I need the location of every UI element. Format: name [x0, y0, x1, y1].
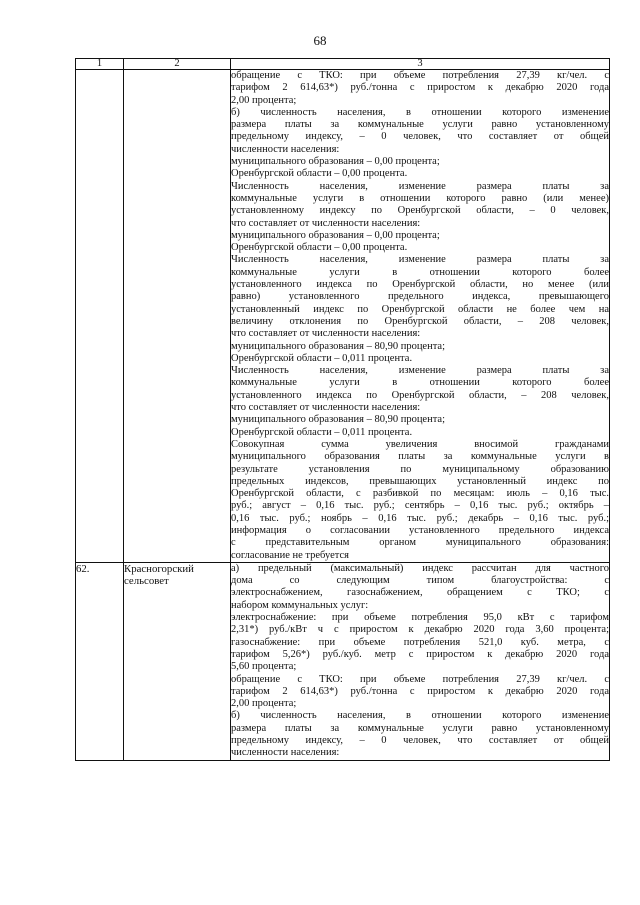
text-line: что составляет от численности населения: — [231, 328, 421, 340]
text-line: предельному индексу, – 0 человек, что составляет от общей — [231, 131, 609, 143]
text-line: численности населения: — [231, 143, 340, 155]
text-line: результате установления по муниципальному образованию — [231, 463, 609, 475]
text-line: коммунальные услуги в отношении которого более — [231, 266, 609, 278]
row-name-cell — [124, 70, 231, 563]
text-line: муниципального образования платы за коммунальные услуги в — [231, 451, 609, 463]
text-line: муниципального образования – 80,90 процента; — [231, 340, 446, 352]
text-line: электроснабжение: при объеме потребления 95,0 кВт с тарифом — [231, 612, 609, 624]
table-header-row — [76, 59, 610, 70]
text-line: установленного индекса по Оренбургской области, – 208 человек, — [231, 389, 609, 401]
content-lines — [231, 563, 609, 760]
text-line: обращение с ТКО: при объеме потребления 27,39 кг/чел. с — [231, 673, 609, 685]
text-line: тарифом 5,26*) руб./куб. метр с приростом к декабрю 2020 года — [231, 648, 609, 660]
text-line: Оренбургской области – 0,011 процента. — [231, 352, 413, 364]
text-line: величину отклонения по Оренбургской области, – 208 человек, — [231, 315, 609, 327]
text-line: что составляет от численности населения: — [231, 402, 421, 414]
document-table — [75, 58, 610, 761]
municipality-name-line-2: сельсовет — [124, 575, 169, 588]
text-line: размера платы за коммунальные услуги равно установленному — [231, 722, 609, 734]
text-line: газоснабжение: при объеме потребления 521,0 куб. метра, с — [231, 636, 609, 648]
row-number-cell — [76, 70, 124, 563]
text-line: численности населения: — [231, 747, 340, 759]
row-content-cell — [231, 562, 610, 760]
row-name-cell — [124, 562, 231, 760]
text-line: Оренбургской области – 0,00 процента. — [231, 242, 408, 254]
text-line: Оренбургской области – 0,00 процента. — [231, 168, 408, 180]
table-row-62 — [76, 562, 610, 760]
text-line: 0,16 тыс. руб.; ноябрь – 0,16 тыс. руб.; декабрь – 0,16 тыс. руб.; — [231, 512, 609, 524]
text-line: размера платы за коммунальные услуги равно установленному — [231, 119, 609, 131]
text-line: что составляет от численности населения: — [231, 217, 421, 229]
text-line: муниципального образования – 80,90 процента; — [231, 414, 446, 426]
header-col-2: 2 — [124, 59, 231, 70]
text-line: установленному индексу по Оренбургской области, – 0 человек, — [231, 205, 609, 217]
header-col-3: 3 — [231, 59, 610, 70]
text-line: Численность населения, изменение размера платы за — [231, 365, 609, 377]
text-line: б) численность населения, в отношении которого изменение — [231, 710, 609, 722]
text-line: обращение с ТКО: при объеме потребления 27,39 кг/чел. с — [231, 70, 609, 81]
text-line: установленный индекс по Оренбургской области не более чем на — [231, 303, 609, 315]
text-line: б) численность населения, в отношении которого изменение — [231, 106, 609, 118]
header-col-1: 1 — [76, 59, 124, 70]
text-line: 5,60 процента; — [231, 661, 297, 673]
text-line: коммунальные услуги в отношении которого более — [231, 377, 609, 389]
text-line: предельному индексу, – 0 человек, что составляет от общей — [231, 735, 609, 747]
text-line: равно) установленного предельного индекса, превышающего — [231, 291, 609, 303]
content-lines — [231, 70, 609, 562]
text-line: электроснабжением, газоснабжением, обращением с ТКО; с — [231, 587, 609, 599]
page-number: 68 — [313, 33, 327, 48]
text-line: с представительным органом муниципального образования: — [231, 537, 609, 549]
row-number-cell: 62. — [76, 562, 124, 760]
text-line: информация о согласовании установленного предельного индекса — [231, 524, 609, 536]
text-line: а) предельный (максимальный) индекс рассчитан для частного — [231, 562, 609, 574]
text-line: Оренбургской области – 0,011 процента. — [231, 426, 413, 438]
text-line: Совокупная сумма увеличения вносимой гражданами — [231, 438, 609, 450]
text-line: установленного индекса по Оренбургской области, но менее (или — [231, 279, 609, 291]
text-line: 2,00 процента; — [231, 94, 297, 106]
table-row-continued — [76, 70, 610, 563]
text-line: дома со следующим типом благоустройства: с — [231, 575, 609, 587]
text-line: 2,00 процента; — [231, 698, 297, 710]
text-line: набором коммунальных услуг: — [231, 599, 369, 611]
text-line: тарифом 2 614,63*) руб./тонна с приростом к декабрю 2020 года — [231, 685, 609, 697]
municipality-name-line-1: Красногорский — [124, 562, 194, 575]
text-line: предельных индексов, превышающих установленный индекс по — [231, 475, 609, 487]
text-line: руб.; август – 0,16 тыс. руб.; сентябрь – 0,16 тыс. руб.; октябрь – — [231, 500, 609, 512]
text-line: Численность населения, изменение размера платы за — [231, 254, 609, 266]
text-line: муниципального образования – 0,00 процента; — [231, 156, 440, 168]
text-line: согласование не требуется — [231, 549, 349, 561]
text-line: Численность населения, изменение размера платы за — [231, 180, 609, 192]
text-line: тарифом 2 614,63*) руб./тонна с приростом к декабрю 2020 года — [231, 82, 609, 94]
text-line: муниципального образования – 0,00 процента; — [231, 229, 440, 241]
text-line: 2,31*) руб./кВт ч с приростом к декабрю 2020 года 3,60 процента; — [231, 624, 609, 636]
text-line: коммунальные услуги в отношении которого равно (или менее) — [231, 192, 609, 204]
text-line: Оренбургской области, с разбивкой по месяцам: июль – 0,16 тыс. — [231, 488, 609, 500]
row-content-cell — [231, 70, 610, 563]
